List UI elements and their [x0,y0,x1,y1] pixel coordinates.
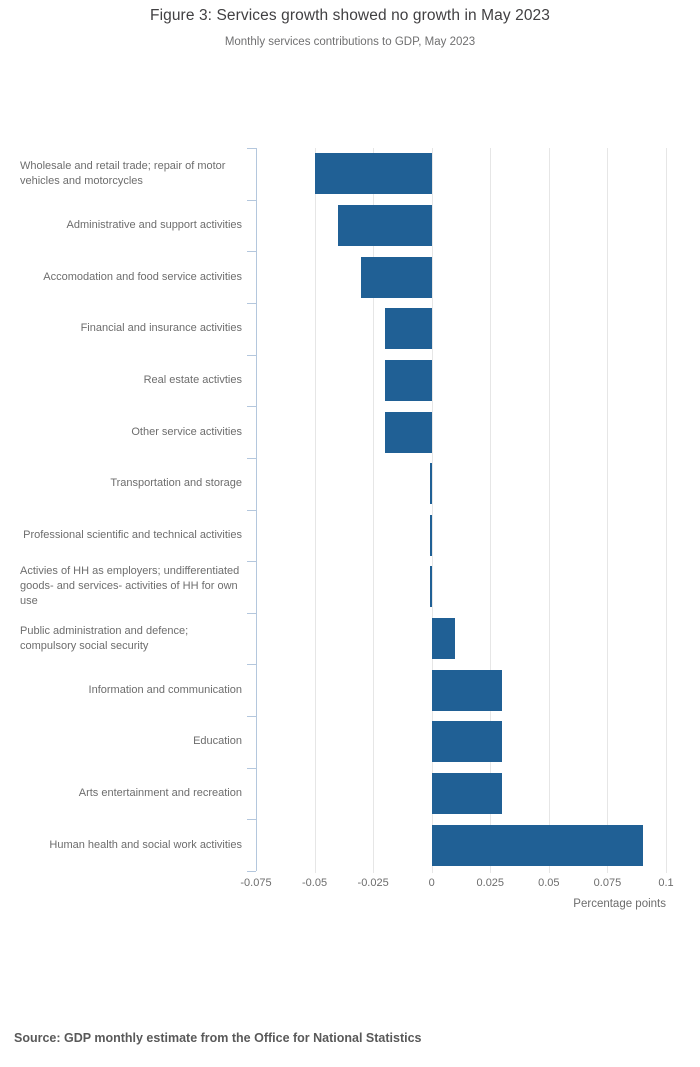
category-label [20,768,242,820]
y-axis-line [256,148,257,871]
y-axis-tick [247,664,256,665]
bar [432,825,643,866]
x-tick-label: 0.1 [658,877,674,889]
category-label [20,510,242,562]
x-tick-label: 0.05 [538,877,560,889]
y-axis-tick [247,148,256,149]
category-label-text: Transportation and storage [110,477,242,490]
bar [430,515,432,556]
bar [385,360,432,401]
chart-subtitle: Monthly services contributions to GDP, May 2023 [224,36,476,48]
category-label [20,303,242,355]
y-axis-tick [247,458,256,459]
x-tick-label: -0.025 [357,877,389,889]
x-tick-label: 0.025 [476,877,505,889]
y-axis-tick [247,355,256,356]
x-gridline [666,148,667,873]
bar [432,670,502,711]
y-axis-tick [247,510,256,511]
category-label-text: Education [193,735,242,748]
category-label [20,355,242,407]
category-label-text: Professional scientific and technical activities [23,528,242,541]
category-label [20,148,242,200]
category-label-text: Information and communication [88,683,242,696]
bar [430,463,432,504]
category-label-text: Accomodation and food service activities [43,270,242,283]
category-label [20,819,242,871]
category-label [20,406,242,458]
y-axis-tick [247,768,256,769]
x-tick-label: 0.075 [593,877,622,889]
y-axis-tick [247,613,256,614]
y-axis-tick [247,200,256,201]
y-axis-tick [247,871,256,872]
y-axis-tick [247,561,256,562]
bar [430,566,432,607]
y-axis-tick [247,716,256,717]
bar [315,153,432,194]
bar [432,721,502,762]
category-label-text: Real estate activties [143,373,242,386]
y-axis-tick [247,819,256,820]
x-tick-label: 0 [428,877,435,889]
x-tick-label: -0.075 [240,877,272,889]
category-label-text: Wholesale and retail trade; repair of motor vehicles and motorcycles [20,159,226,187]
category-label-text: Arts entertainment and recreation [78,787,242,800]
x-gridline [315,148,316,873]
bar [432,618,455,659]
x-gridline [549,148,550,873]
bar [361,257,431,298]
x-gridline [607,148,608,873]
bar [385,412,432,453]
bar [432,773,502,814]
bar [385,308,432,349]
category-label-text: Financial and insurance activities [80,322,242,335]
category-label-text: Public administration and defence; compulsory social security [20,624,189,652]
x-gridline [490,148,491,873]
category-label [20,200,242,252]
y-axis-tick [247,251,256,252]
x-tick-label: -0.05 [302,877,328,889]
category-label [20,664,242,716]
category-label-text: Activies of HH as employers; undifferentiated goods- and services- activities of HH for own use [20,565,240,608]
category-label [20,613,242,665]
bar [338,205,432,246]
page-title: Figure 3: Services growth showed no growth in May 2023 [150,7,550,24]
source-note: Source: GDP monthly estimate from the Office for National Statistics [14,1031,422,1045]
category-label [20,561,242,613]
category-label-text: Human health and social work activities [49,838,242,851]
y-axis-tick [247,406,256,407]
category-label-text: Administrative and support activities [66,218,242,231]
y-axis-tick [247,303,256,304]
category-label [20,251,242,303]
x-axis-label: Percentage points [573,898,666,910]
category-label [20,458,242,510]
category-label-text: Other service activities [131,425,242,438]
category-label [20,716,242,768]
x-gridline [432,148,433,873]
